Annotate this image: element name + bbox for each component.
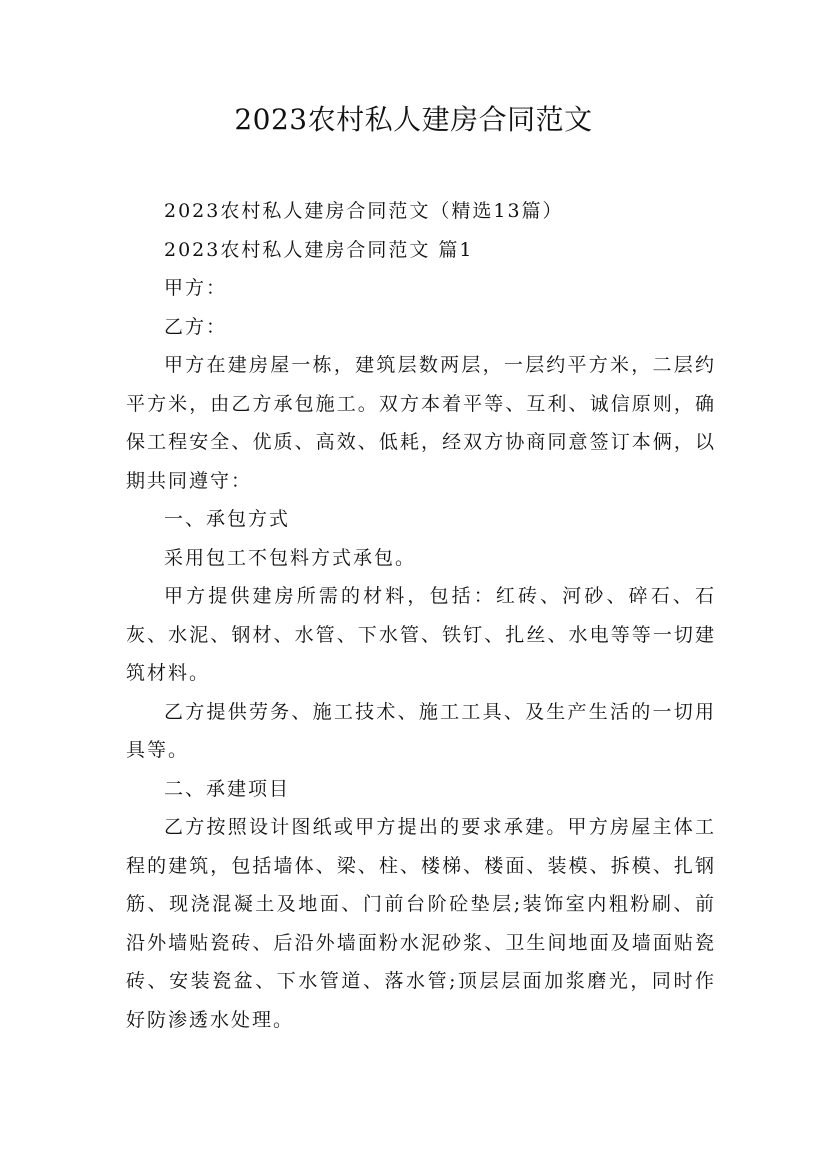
heading-contract-method: 一、承包方式 <box>164 508 291 530</box>
paragraph-section-heading: 2023农村私人建房合同范文 篇1 <box>164 238 474 261</box>
paragraph-party-b: 乙方： <box>164 315 228 338</box>
document-body <box>126 192 716 1039</box>
paragraph-construction-items: 乙方按照设计图纸或甲方提出的要求承建。甲方房屋主体工程的建筑，包括墙体、梁、柱、楼梯、楼面、装模、拆模、扎钢筋、现浇混凝土及地面、门前台阶砼垫层;装饰室内粗粉刷、前沿外墙贴瓷砖、后沿外墙面粉水泥砂浆、卫生间地面及墙面贴瓷砖、安装瓷盆、下水管道、落水管;顶层层面加浆磨光，同时作好防渗透水处理。 <box>126 816 716 1031</box>
paragraph-intro: 甲方在建房屋一栋，建筑层数两层，一层约平方米，二层约平方米，由乙方承包施工。双方本着平等、互利、诚信原则，确保工程安全、优质、高效、低耗，经双方协商同意签订本俩，以期共同遵守： <box>126 354 716 492</box>
paragraph-labor: 乙方提供劳务、施工技术、施工工具、及生产生活的一切用具等。 <box>126 700 716 761</box>
heading-construction-items: 二、承建项目 <box>164 777 291 800</box>
paragraph-party-a: 甲方： <box>164 277 228 299</box>
paragraph-subtitle: 2023农村私人建房合同范文（精选13篇） <box>164 200 564 222</box>
document-title: 2023农村私人建房合同范文 <box>234 103 593 136</box>
paragraph-contract-method: 采用包工不包料方式承包。 <box>164 546 417 569</box>
paragraph-materials: 甲方提供建房所需的材料，包括：红砖、河砂、碎石、石灰、水泥、钢材、水管、下水管、铁钉、扎丝、水电等等一切建筑材料。 <box>126 585 716 684</box>
